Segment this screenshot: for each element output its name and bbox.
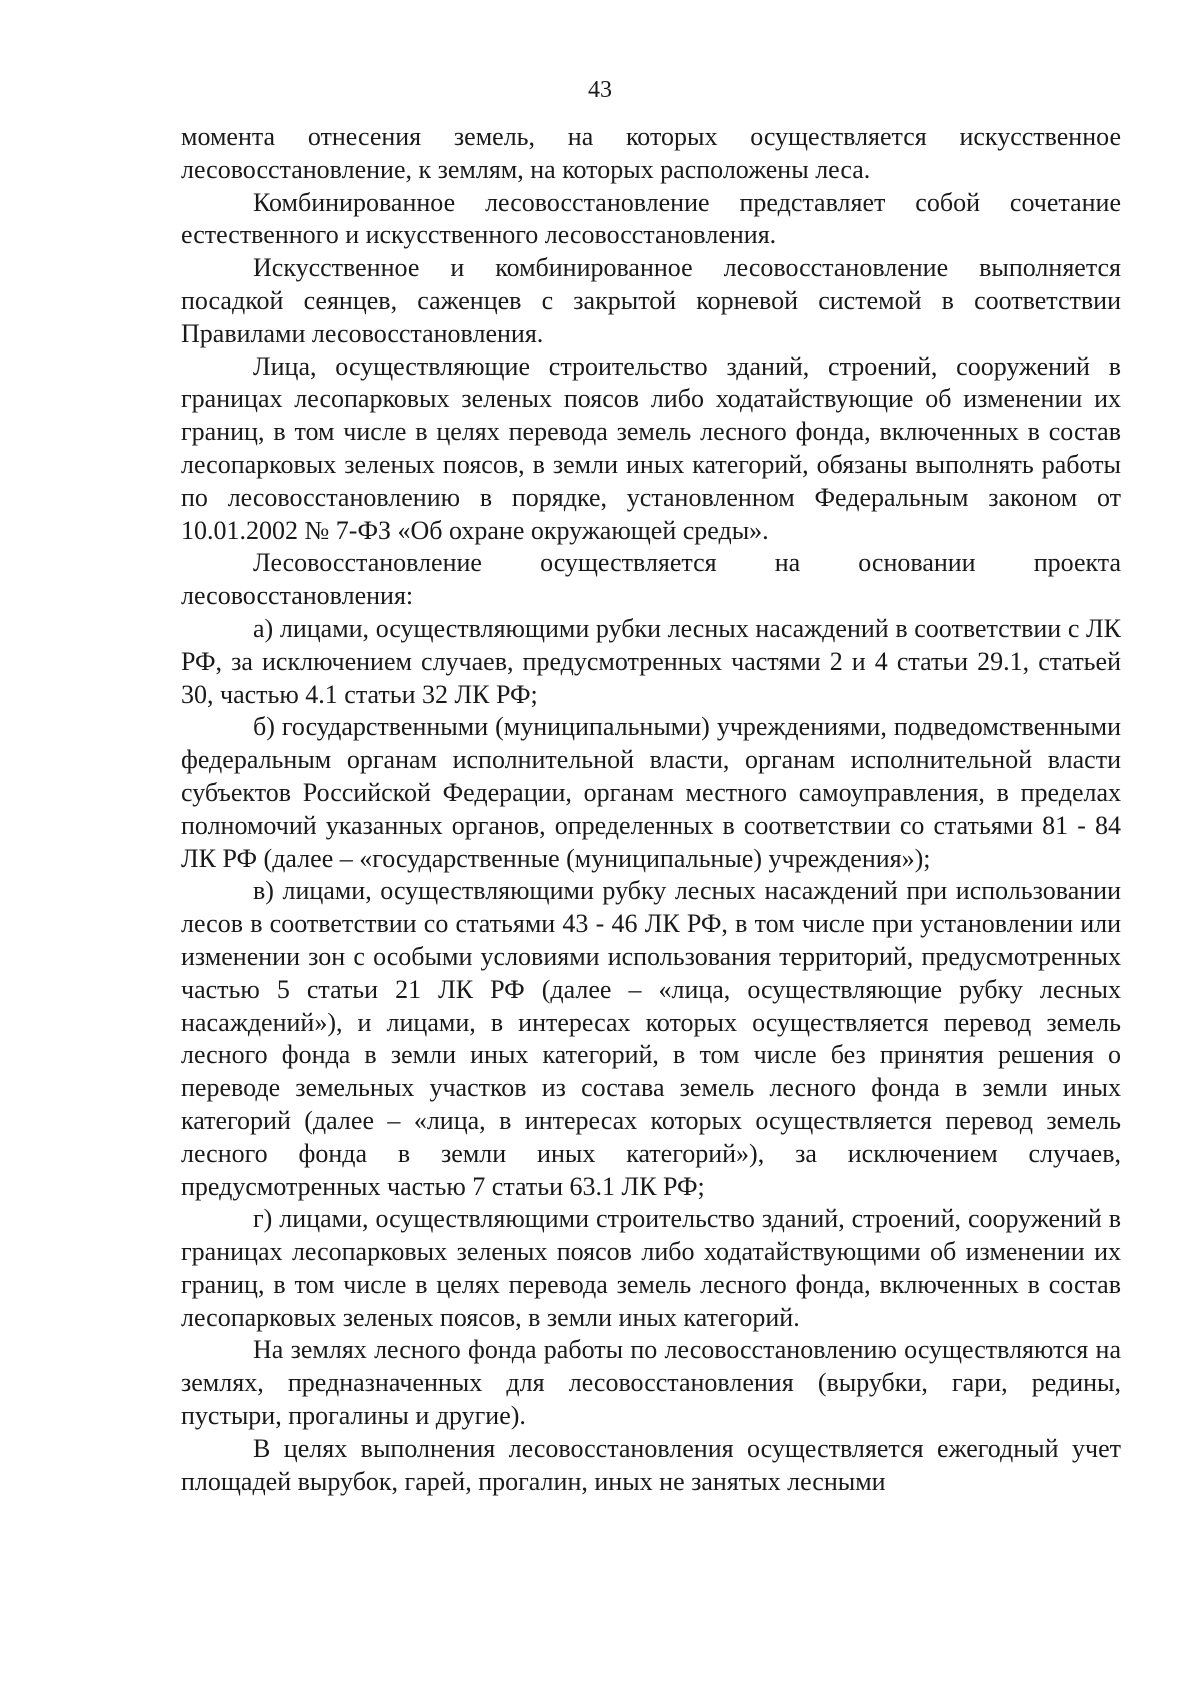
paragraph-4: Лица, осуществляющие строительство зданий, строений, сооружений в границах лесопарковых зеленых поясов либо ходатайствующие об изменении их границ, в том числе в целях перевода земель лесного фонда, включенных в состав лесопарковых зеленых поясов, в земли иных категорий, обязаны выполнять работы по лесовосстановлению в порядке, установленном Федеральным законом от 10.01.2002 № 7-ФЗ «Об охране окружающей среды». <box>181 351 1121 545</box>
list-item-g: г) лицами, осуществляющими строительство зданий, строений, сооружений в границах лесопарковых зеленых поясов либо ходатайствующими об изменении их границ, в том числе в целях перевода земель лесного фонда, включенных в состав лесопарковых зеленых поясов, в земли иных категорий. <box>181 1204 1121 1332</box>
page-number: 43 <box>588 77 612 103</box>
paragraph-2: Комбинированное лесовосстановление представляет собой сочетание естественного и искусственного лесовосстановления. <box>181 187 1121 250</box>
list-item-v: в) лицами, осуществляющими рубку лесных насаждений при использовании лесов в соответствии со статьями 43 - 46 ЛК РФ, в том числе при установлении или изменении зон с особыми условиями использования территорий, предусмотренных частью 5 статьи 21 ЛК РФ (далее – «лица, осуществляющие рубку лесных насаждений»), и лицами, в интересах которых осуществляется перевод земель лесного фонда в земли иных категорий, в том числе без принятия решения о переводе земельных участков из состава земель лесного фонда в земли иных категорий (далее – «лица, в интересах которых осуществляется перевод земель лесного фонда в земли иных категорий»), за исключением случаев, предусмотренных частью 7 статьи 63.1 ЛК РФ; <box>181 876 1121 1201</box>
document-body <box>181 121 1121 1498</box>
list-item-a: а) лицами, осуществляющими рубки лесных насаждений в соответствии с ЛК РФ, за исключением случаев, предусмотренных частями 2 и 4 статьи 29.1, статьей 30, частью 4.1 статьи 32 ЛК РФ; <box>181 613 1121 709</box>
list-item-b: б) государственными (муниципальными) учреждениями, подведомственными федеральным органам исполнительной власти, органам исполнительной власти субъектов Российской Федерации, органам местного самоуправления, в пределах полномочий указанных органов, определенных в соответствии со статьями 81 - 84 ЛК РФ (далее – «государственные (муниципальные) учреждения»); <box>181 712 1121 873</box>
paragraph-7: В целях выполнения лесовосстановления осуществляется ежегодный учет площадей вырубок, гарей, прогалин, иных не занятых лесными <box>181 1433 1121 1496</box>
paragraph-5: Лесовосстановление осуществляется на основании проекта лесовосстановления: <box>181 548 1121 611</box>
paragraph-6: На землях лесного фонда работы по лесовосстановлению осуществляются на землях, предназначенных для лесовосстановления (вырубки, гари, редины, пустыри, прогалины и другие). <box>181 1335 1121 1431</box>
paragraph-3: Искусственное и комбинированное лесовосстановление выполняется посадкой сеянцев, саженцев с закрытой корневой системой в соответствии Правилами лесовосстановления. <box>181 253 1121 348</box>
paragraph-1: момента отнесения земель, на которых осуществляется искусственное лесовосстановление, к землям, на которых расположены леса. <box>181 122 1121 184</box>
